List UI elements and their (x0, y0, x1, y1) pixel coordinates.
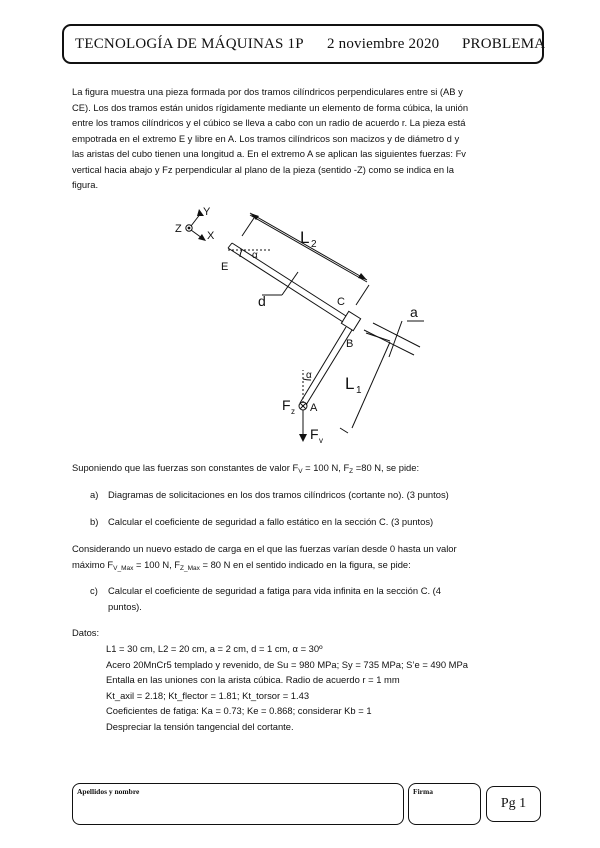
rod-ce-bottom (228, 248, 343, 322)
neglect-line: Despreciar la tensión tangencial del cortante. (106, 720, 294, 732)
data-list (106, 641, 468, 734)
axis-y-label: Y (203, 206, 211, 218)
label-d: d (258, 293, 266, 309)
kt-line: Kt_axil = 2.18; Kt_flector = 1.81; Kt_torsor = 1.43 (106, 689, 310, 701)
part-diagram (170, 195, 430, 450)
header (62, 24, 544, 64)
signature-field[interactable] (408, 783, 481, 825)
label-alpha-bottom: α (306, 370, 312, 381)
fatigue-line: Coeficientes de fatiga: Ka = 0.73; Ke = 0.868; considerar Kb = 1 (106, 705, 372, 716)
question-a: a) Diagramas de solicitaciones en los dos tramos cilíndricos (cortante no). (3 puntos) (90, 489, 449, 500)
label-l2-sub: 2 (311, 239, 317, 250)
course-title: TECNOLOGÍA DE MÁQUINAS 1P (75, 36, 304, 52)
axis-x-label: X (207, 230, 215, 242)
material-line: Acero 20MnCr5 templado y revenido, de Su = 980 MPa; Sy = 735 MPa; S’e = 490 MPa (106, 658, 468, 670)
intro-line: La figura muestra una pieza formada por dos tramos cilíndricos perpendiculares entre si (AB y (72, 86, 463, 97)
l2-arrowhead-end (358, 273, 367, 280)
label-fz-sub: z (291, 407, 295, 416)
problem-statement (72, 84, 468, 193)
intro-line: empotrada en el extremo E y libre en A. Los tramos cilíndricos son macizos y de diámetro d y (72, 132, 460, 144)
exam-type: PROBLEMA (462, 36, 546, 52)
label-fz: F (282, 397, 291, 413)
label-e: E (221, 261, 229, 273)
intro-line: vertical hacia abajo y Fz perpendicular al plano de la pieza (sentido -Z) como se indica en la (72, 163, 454, 175)
name-field[interactable] (72, 783, 404, 825)
intro-line: las aristas del cubo tienen una longitud a. En el extremo A se aplican las siguientes fuerzas: Fv (72, 148, 466, 159)
cube-joint (341, 311, 360, 330)
label-b: B (346, 338, 354, 350)
notch-line: Entalla en las uniones con la arista cúbica. Radio de acuerdo r = 1 mm (106, 674, 400, 685)
question-c: c) Calcular el coeficiente de seguridad a fatiga para vida infinita en la sección C. (4 puntos). (90, 585, 442, 612)
intro-line: CE). Los dos tramos están unidos rígidamente mediante un elemento de forma cúbica, la unión (72, 101, 469, 113)
dims-line: L1 = 30 cm, L2 = 20 cm, a = 2 cm, d = 1 cm, α = 30º (106, 643, 323, 654)
intro-line: entre los tramos cilíndricos y el cúbico se lleva a cabo con un radio de acuerdo r. La pieza está (72, 117, 466, 128)
x-arrowhead (198, 234, 206, 241)
data-title: Datos: (72, 627, 100, 638)
rod-ce-top (232, 243, 346, 316)
fv-arrowhead (299, 434, 307, 442)
load-case-1-intro: Suponiendo que las fuerzas son constantes de valor $F_V = 100$ N, $F_Z =80$ N, se pide: (72, 462, 420, 475)
label-fv-sub: v (319, 436, 323, 445)
intro-line: figura. (72, 179, 99, 190)
page-number: Pg 1 (486, 786, 541, 822)
axis-z-label: Z (175, 223, 182, 235)
question-b: b) Calcular el coeficiente de seguridad a fallo estático en la sección C. (3 puntos) (90, 516, 434, 527)
name-field-label: Apellidos y nombre (77, 787, 140, 796)
load-case-2-intro: Considerando un nuevo estado de carga en el que las fuerzas varían desde 0 hasta un valor máximo $F_{V\_Max} = 100$ N, $F_{Z\_Max} = 80$ N en el sentido indicado en la figura, se pide: (72, 543, 457, 572)
label-a-point: A (310, 402, 318, 414)
exam-date: 2 noviembre 2020 (327, 36, 440, 52)
signature-field-label: Firma (413, 787, 433, 796)
label-alpha-top: α (252, 250, 258, 261)
label-l1-sub: 1 (356, 385, 362, 396)
dim-leader-l2 (250, 215, 367, 282)
label-fv: F (310, 426, 319, 442)
rod-ab-left (300, 327, 346, 403)
label-l1: L (345, 374, 355, 393)
label-a-edge: a (410, 304, 418, 320)
label-c: C (337, 296, 345, 308)
label-l2: L (300, 228, 310, 247)
